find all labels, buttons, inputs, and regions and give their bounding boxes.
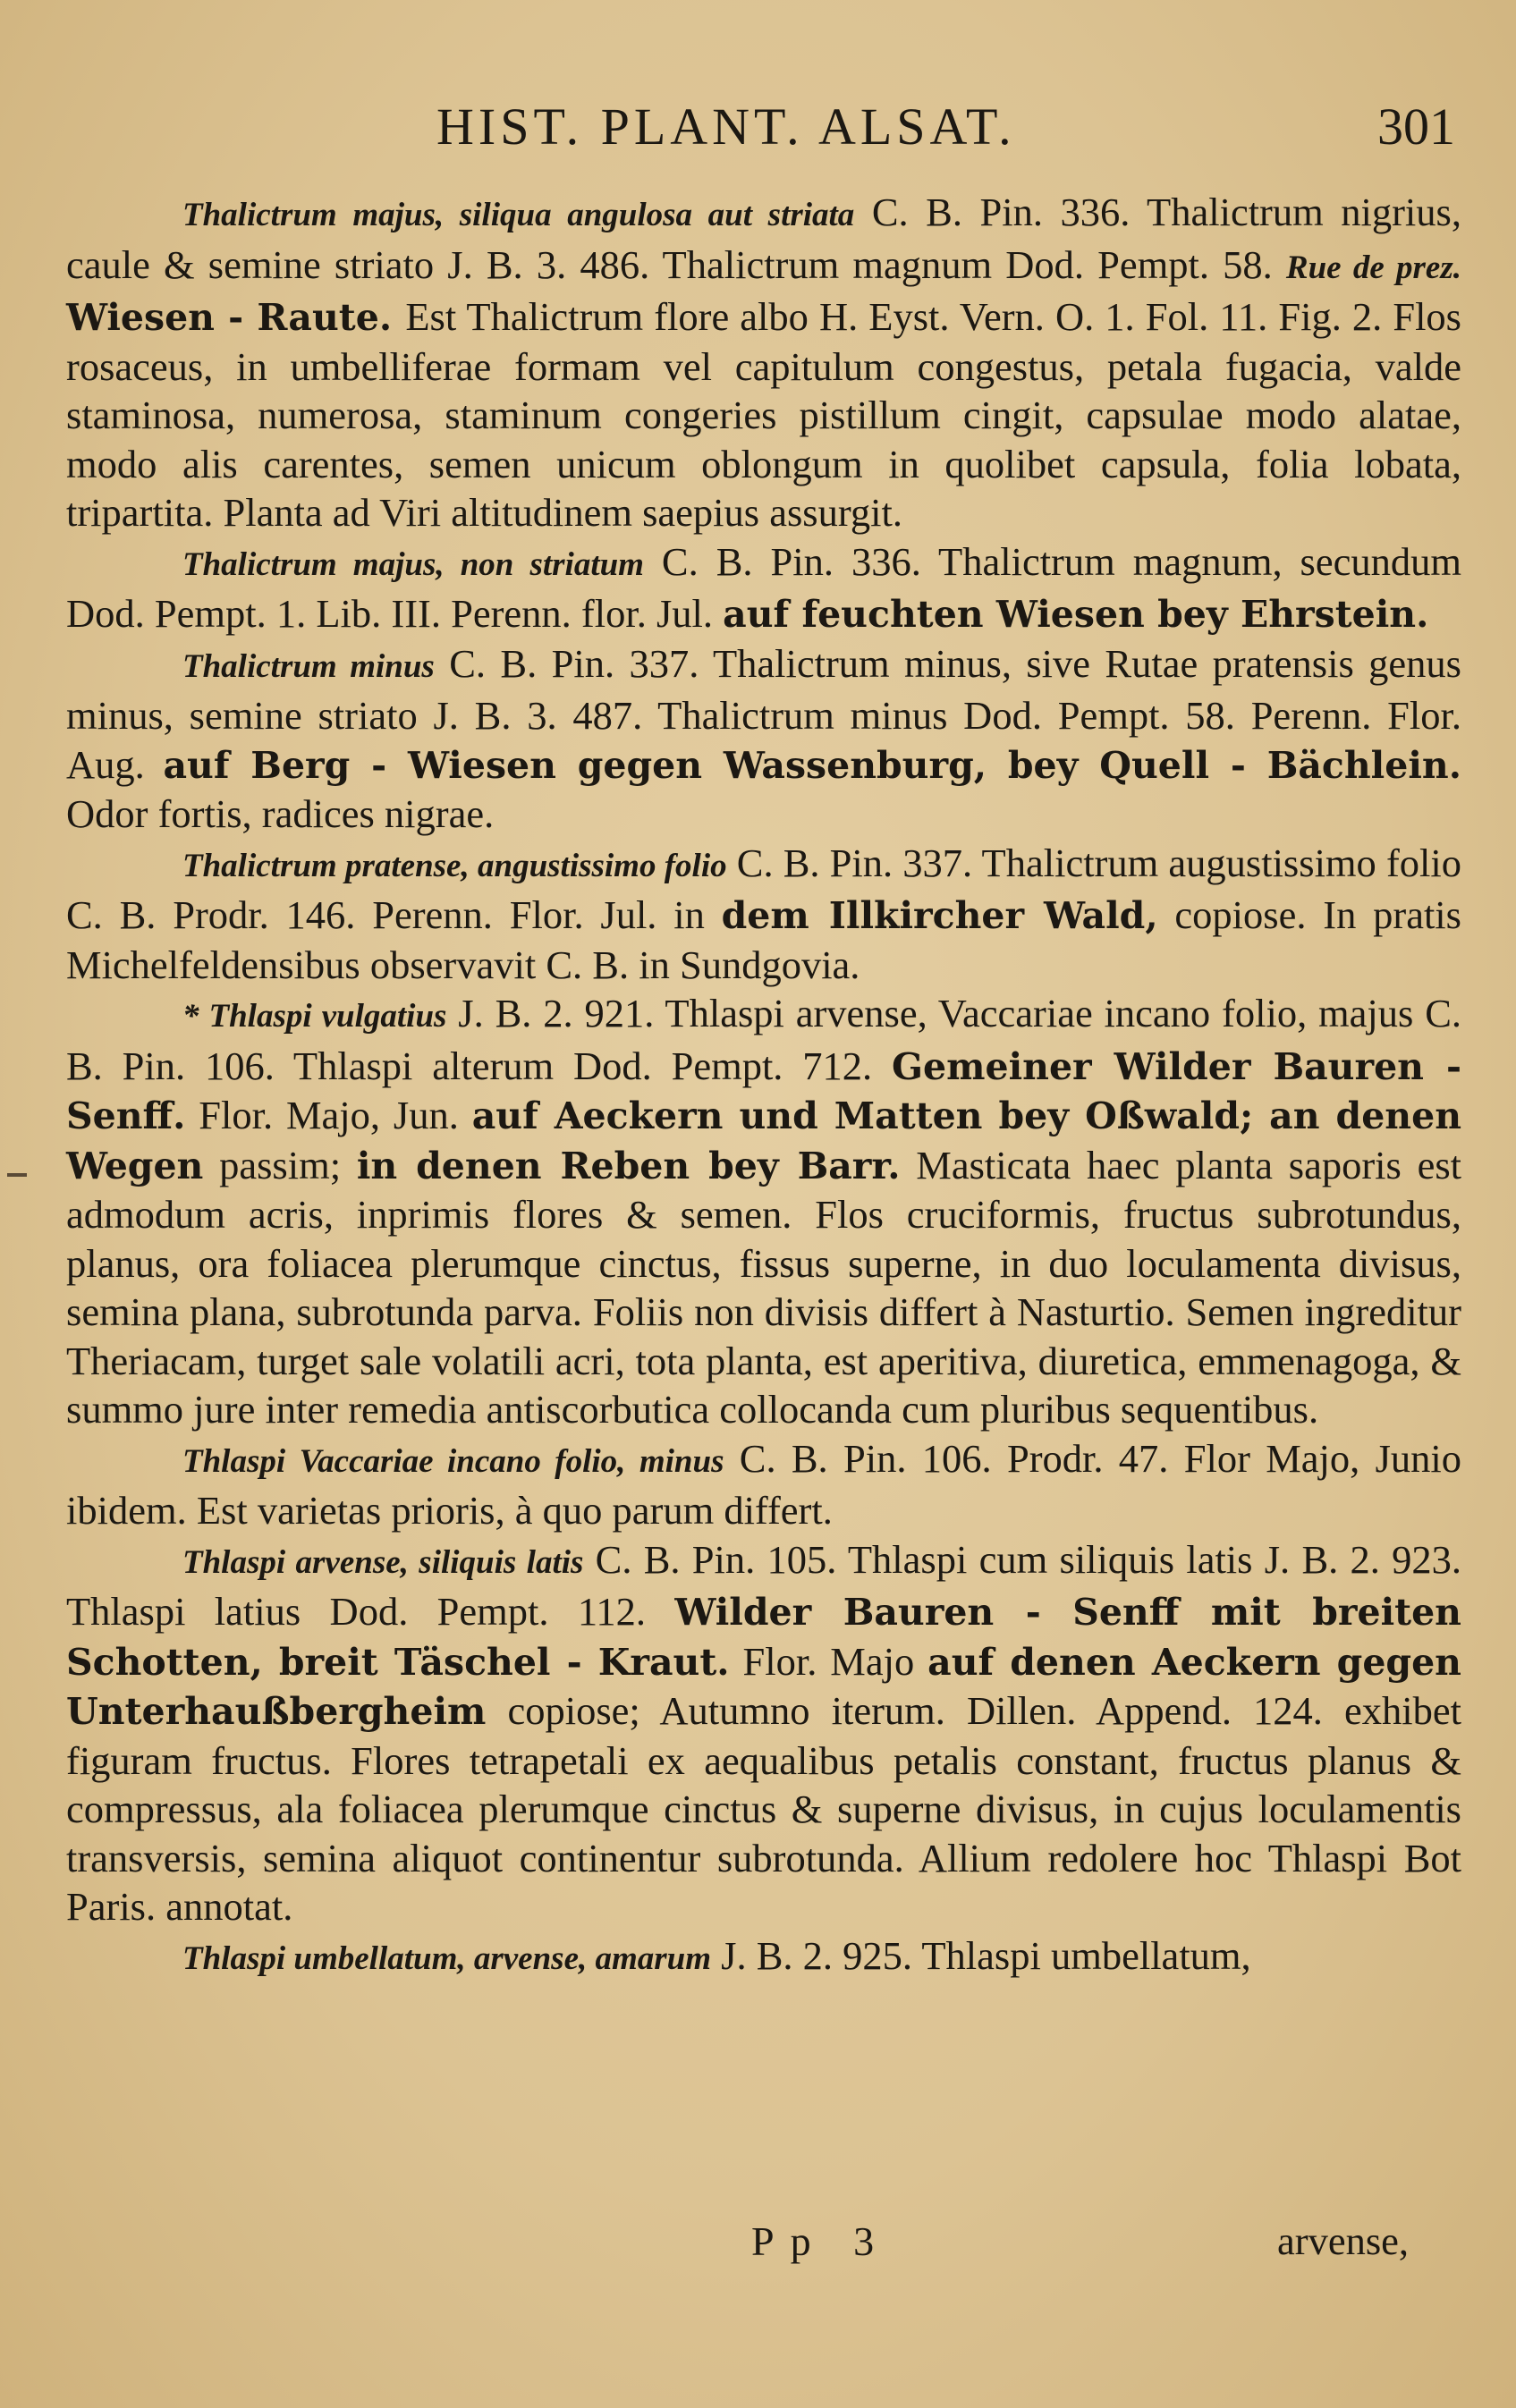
running-title: HIST. PLANT. ALSAT. <box>436 97 1016 156</box>
page-footer <box>0 2218 1516 2271</box>
entry-heading-french: Rue de prez. <box>1285 249 1461 286</box>
entry-german-name: Gemeiner Wilder Bauren - Senff. <box>66 1044 1461 1137</box>
entry-heading: Thlaspi arvense, siliquis latis <box>182 1543 584 1581</box>
entry-german-name: Wilder Bauren - Senff mit breiten Schotten, breit Täschel - Kraut. <box>66 1591 1461 1684</box>
entry-text-continued: Est Thalictrum flore albo H. Eyst. Vern. O. 1. Fol. 11. Fig. 2. Flos rosaceus, in umbelliferae formam vel capitulum congestus, petala fugacia, valde staminosa, numerosa, staminum congeries pistillum cingit, capsulae modo alatae, modo alis carentes, semen unicum oblongum in quolibet capsula, folia lobata, tripartita. Planta ad Viri altitudinem saepius assurgit. <box>66 294 1461 535</box>
entry-heading: Thalictrum majus, non striatum <box>182 545 644 583</box>
entry-heading: Thlaspi umbellatum, arvense, amarum <box>182 1939 712 1977</box>
entry-thalictrum-majus-non-striatum <box>66 537 1461 639</box>
entry-thlaspi-vaccariae <box>66 1434 1461 1535</box>
entry-thlaspi-arvense-siliquis-latis <box>66 1535 1461 1931</box>
entry-german-locality-2: in denen Reben bey Barr. <box>356 1144 901 1187</box>
entry-thalictrum-minus <box>66 639 1461 839</box>
entry-german-locality: dem Illkircher Wald, <box>721 894 1158 937</box>
entry-text: C. B. Pin. 106. Prodr. 47. Flor Majo, Junio ibidem. Est varietas prioris, à quo parum differt. <box>66 1435 1461 1533</box>
entry-text-continued-2: copiose; Autumno iterum. Dillen. Append. 124. exhibet figuram fructus. Flores tetrapetali ex aequalibus petalis constant, fructus planus & compressus, ala foliacea plerumque cinctus & superne divisus, in cujus loculamentis transversis, semina aliquot continentur subrotunda. Allium redolere hoc Thlaspi Bot Paris. annotat. <box>66 1688 1461 1929</box>
entry-german-name: Wiesen - Raute. <box>66 296 406 339</box>
entry-text-continued: Odor fortis, radices nigrae. <box>66 791 495 836</box>
page-number: 301 <box>1377 97 1455 156</box>
signature-mark: Pp 3 <box>751 2218 891 2264</box>
entry-heading: Thlaspi Vaccariae incano folio, minus <box>182 1442 724 1480</box>
page-body <box>66 188 1461 1983</box>
entry-heading: Thalictrum majus, siliqua angulosa aut striata <box>182 197 855 233</box>
entry-text-continued: Flor. Majo <box>729 1638 928 1684</box>
entry-text-continued-3: Masticata haec planta saporis est admodum acris, inprimis flores & semen. Flos cruciformis, fructus subrotundus, planus, ora foliacea plerumque cinctus, fissus superne, in duo loculamenta divisus, semina plana, subrotunda parva. Foliis non divisis differt à Nasturtio. Semen ingreditur Theriacam, turget sale volatili acri, tota planta, est aperitiva, diuretica, emmenagoga, & summo jure inter remedia antiscorbutica collocanda cum pluribus sequentibus. <box>66 1142 1462 1432</box>
entry-text-continued: Flor. Majo, Jun. <box>185 1093 472 1137</box>
page-header <box>0 97 1516 159</box>
entry-text: J. B. 2. 921. Thlaspi arvense, Vaccariae incano folio, majus C. B. Pin. 106. Thlaspi alterum Dod. Pempt. 712. <box>66 991 1462 1088</box>
entry-text: C. B. Pin. 336. Thalictrum nigrius, caule & semine striato J. B. 3. 486. Thalictrum magnum Dod. Pempt. 58. <box>66 190 1461 287</box>
entry-german-locality: auf feuchten Wiesen bey Ehrstein. <box>723 593 1429 636</box>
entry-text: C. B. Pin. 337. Thalictrum augustissimo folio C. B. Prodr. 146. Perenn. Flor. Jul. in <box>66 840 1461 937</box>
entry-heading: * Thlaspi vulgatius <box>182 998 447 1035</box>
entry-german-locality: auf Aeckern und Matten bey Oßwald; an denen Wegen <box>66 1094 1461 1187</box>
entry-thlaspi-umbellatum <box>66 1931 1461 1984</box>
entry-text-continued-2: passim; <box>203 1142 357 1187</box>
entry-text: C. B. Pin. 337. Thalictrum minus, sive Rutae pratensis genus minus, semine striato J. B. 3. 487. Thalictrum minus Dod. Pempt. 58. Perenn. Flor. Aug. <box>66 640 1462 787</box>
entry-text: C. B. Pin. 105. Thlaspi cum siliquis latis J. B. 2. 923. Thlaspi latius Dod. Pempt. 112. <box>66 1536 1462 1634</box>
catchword: arvense, <box>1277 2218 1410 2263</box>
entry-heading: Thalictrum pratense, angustissimo folio <box>182 847 727 884</box>
entry-german-locality: auf denen Aeckern gegen Unterhaußbergheim <box>66 1640 1461 1733</box>
entry-text-continued: copiose. In pratis Michelfeldensibus observavit C. B. in Sundgovia. <box>66 892 1461 987</box>
entry-heading: Thalictrum minus <box>182 647 435 685</box>
entry-text: J. B. 2. 925. Thlaspi umbellatum, <box>711 1932 1251 1978</box>
entry-german-locality: auf Berg - Wiesen gegen Wassenburg, bey Quell - Bächlein. <box>163 743 1462 787</box>
entry-thlaspi-vulgatius <box>66 989 1461 1434</box>
entry-text: C. B. Pin. 336. Thalictrum magnum, secundum Dod. Pempt. 1. Lib. III. Perenn. flor. Jul. <box>66 538 1461 636</box>
margin-mark <box>7 1173 27 1177</box>
entry-thalictrum-majus-striatum <box>66 188 1461 537</box>
entry-thalictrum-pratense <box>66 839 1461 990</box>
